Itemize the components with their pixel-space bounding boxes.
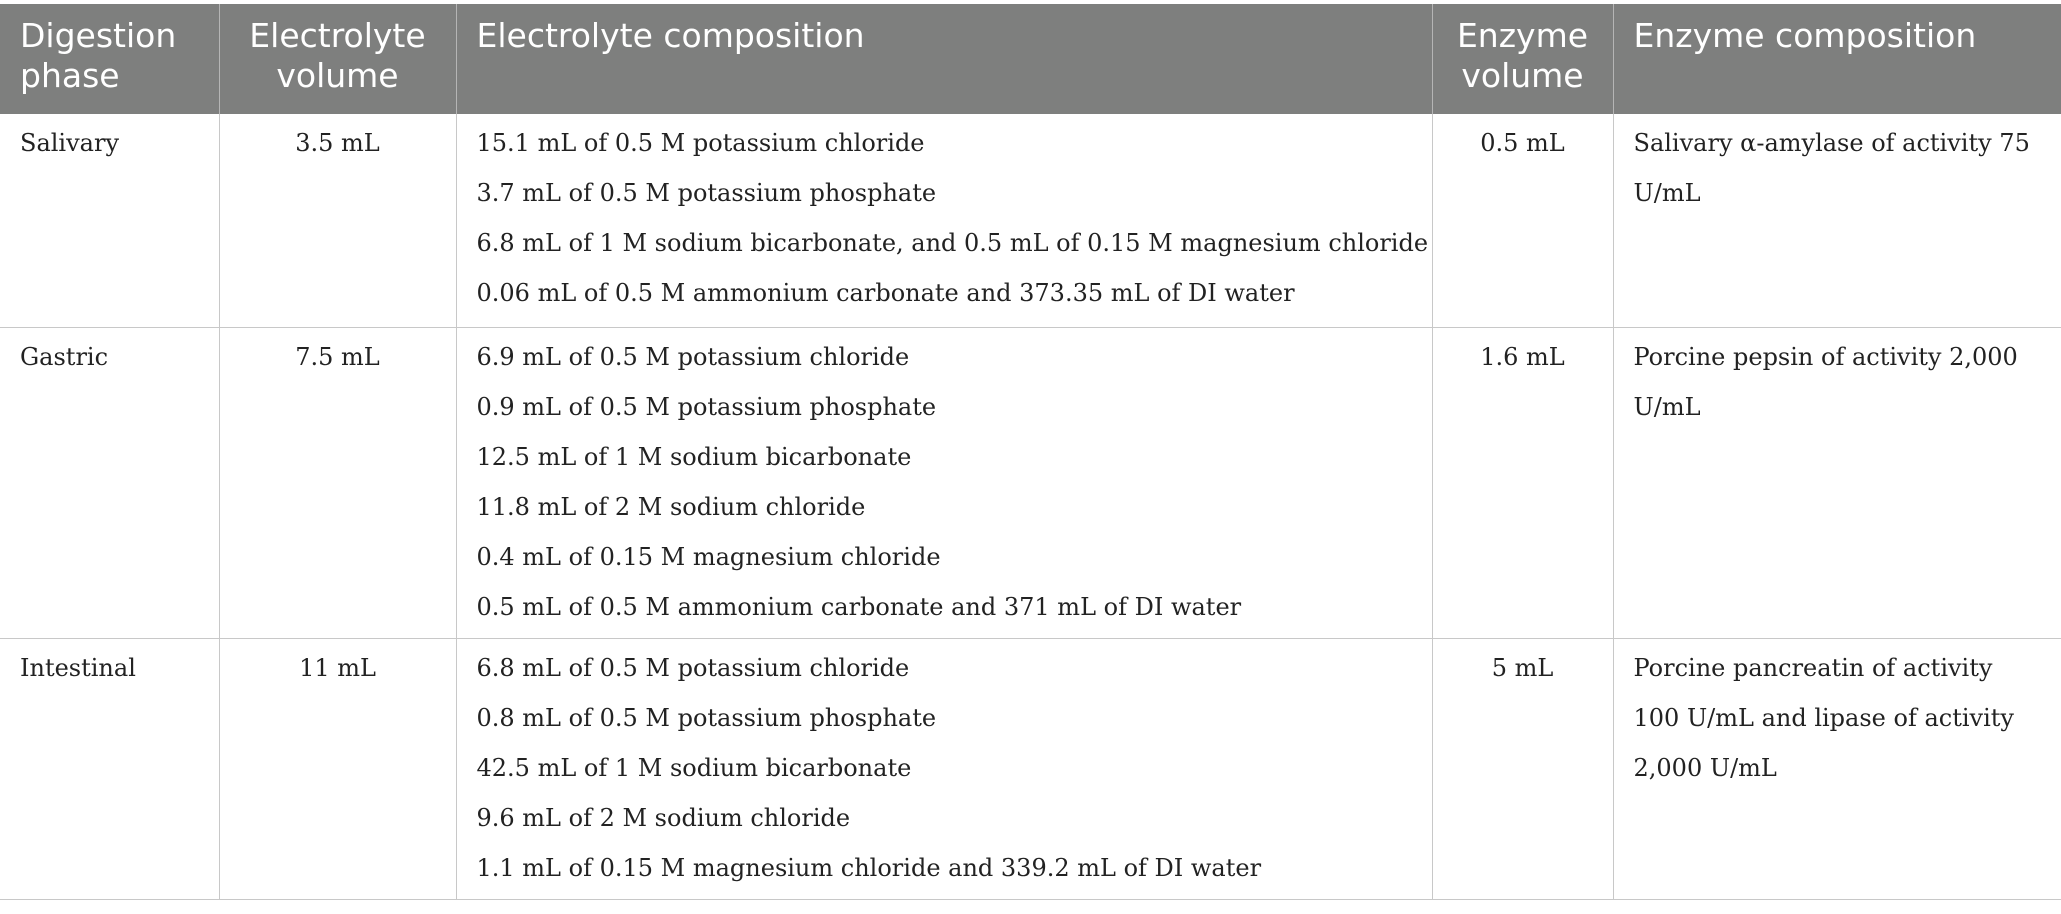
- electrolyte-volume-cell: 7.5 mL: [219, 327, 456, 638]
- composition-line: 6.8 mL of 0.5 M potassium chloride: [476, 653, 910, 682]
- header-row: [0, 4, 2061, 114]
- table-row-intestinal: [0, 638, 2061, 899]
- composition-line: 0.8 mL of 0.5 M potassium phosphate: [476, 703, 937, 732]
- digestion-table: [0, 4, 2061, 900]
- enzyme-volume-cell: 5 mL: [1432, 638, 1613, 899]
- composition-line: 6.9 mL of 0.5 M potassium chloride: [476, 342, 910, 371]
- composition-line: 11.8 mL of 2 M sodium chloride: [476, 492, 866, 521]
- phase-cell: Gastric: [0, 327, 219, 638]
- electrolyte-composition-cell: [456, 114, 1432, 327]
- enzyme-composition-cell: Salivary α-amylase of activity 75 U/mL: [1613, 114, 2061, 327]
- phase-cell: Intestinal: [0, 638, 219, 899]
- enzyme-composition-cell: Porcine pepsin of activity 2,000 U/mL: [1613, 327, 2061, 638]
- electrolyte-volume-cell: 3.5 mL: [219, 114, 456, 327]
- composition-line: 15.1 mL of 0.5 M potassium chloride: [476, 129, 925, 157]
- electrolyte-composition-cell: [456, 638, 1432, 899]
- enzyme-volume-cell: 0.5 mL: [1432, 114, 1613, 327]
- header-digestion-phase: Digestion phase: [0, 4, 219, 114]
- phase-cell: Salivary: [0, 114, 219, 327]
- header-electrolyte-composition: Electrolyte composition: [456, 4, 1432, 114]
- composition-line: 0.9 mL of 0.5 M potassium phosphate: [476, 392, 937, 421]
- composition-line: 0.4 mL of 0.15 M magnesium chloride: [476, 542, 941, 571]
- composition-line: 12.5 mL of 1 M sodium bicarbonate: [476, 442, 912, 471]
- composition-line: 3.7 mL of 0.5 M potassium phosphate: [476, 179, 937, 207]
- composition-line: 1.1 mL of 0.15 M magnesium chloride and 339.2 mL of DI water: [476, 853, 1262, 882]
- enzyme-composition-cell: Porcine pancreatin of activity 100 U/mL and lipase of activity 2,000 U/mL: [1613, 638, 2061, 899]
- composition-line: 9.6 mL of 2 M sodium chloride: [476, 803, 851, 832]
- table-header: [0, 4, 2061, 114]
- composition-line: 6.8 mL of 1 M sodium bicarbonate, and 0.5 mL of 0.15 M magnesium chloride: [476, 229, 1429, 257]
- header-electrolyte-volume: Electrolyte volume: [219, 4, 456, 114]
- composition-line: 0.5 mL of 0.5 M ammonium carbonate and 371 mL of DI water: [476, 592, 1242, 621]
- enzyme-volume-cell: 1.6 mL: [1432, 327, 1613, 638]
- electrolyte-composition-cell: [456, 327, 1432, 638]
- electrolyte-volume-cell: 11 mL: [219, 638, 456, 899]
- table-body: [0, 114, 2061, 899]
- header-enzyme-volume: Enzyme volume: [1432, 4, 1613, 114]
- table-row-salivary: [0, 114, 2061, 327]
- composition-line: 42.5 mL of 1 M sodium bicarbonate: [476, 753, 912, 782]
- composition-line: 0.06 mL of 0.5 M ammonium carbonate and 373.35 mL of DI water: [476, 279, 1295, 307]
- header-enzyme-composition: Enzyme composition: [1613, 4, 2061, 114]
- table-row-gastric: [0, 327, 2061, 638]
